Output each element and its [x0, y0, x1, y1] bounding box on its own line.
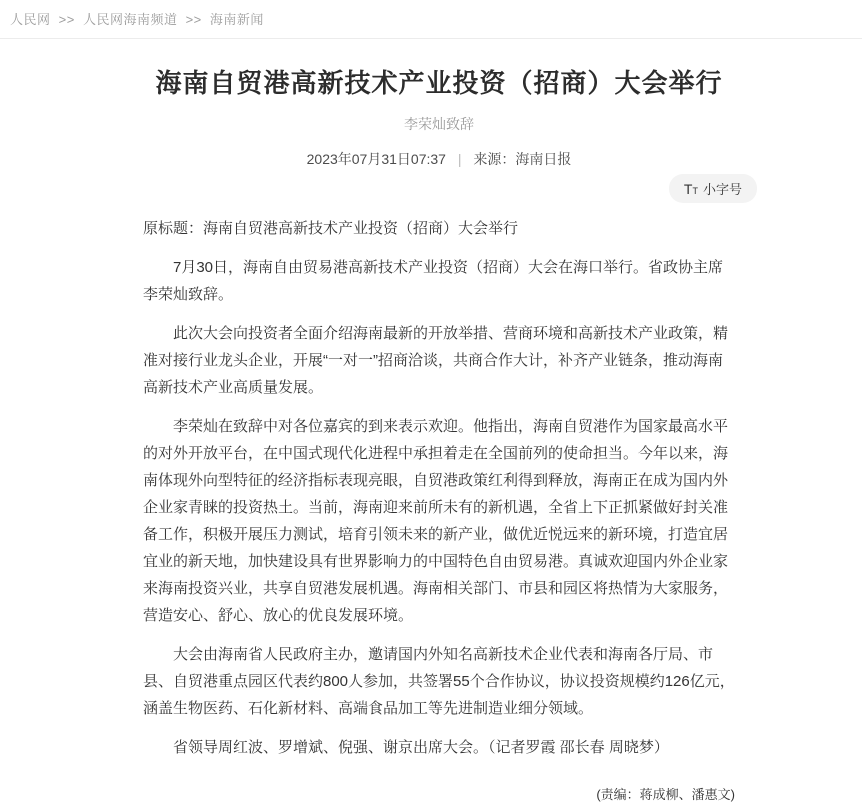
breadcrumb-link-hainan-channel[interactable]: 人民网海南频道 [82, 12, 178, 27]
article-paragraph: 李荣灿在致辞中对各位嘉宾的到来表示欢迎。他指出，海南自贸港作为国家最高水平的对外开放平台，在中国式现代化进程中承担着走在全国前列的使命担当。今年以来，海南体现外向型特征的经济指标表现亮眼，自贸港政策红利得到释放，海南正在成为国内外企业家青睐的投资热土。当前，海南迎来前所未有的新机遇，全省上下正抓紧做好封关准备工作，积极开展压力测试，培育引领未来的新产业，做优近悦远来的新环境，打造宜居宜业的新天地，加快建设具有世界影响力的中国特色自由贸易港。真诚欢迎国内外企业家来海南投资兴业，共享自贸港发展机遇。海南相关部门、市县和园区将热情为大家服务，营造安心、舒心、放心的优良发展环境。 [143, 418, 729, 624]
article-paragraph: 此次大会向投资者全面介绍海南最新的开放举措、营商环境和高新技术产业政策，精准对接行业龙头企业，开展“一对一”招商洽谈，共商合作大计，补齐产业链条，推动海南高新技术产业高质量发展。 [143, 325, 729, 396]
article-paragraph: 7月30日，海南自由贸易港高新技术产业投资（招商）大会在海口举行。省政协主席李荣灿致辞。 [143, 259, 724, 303]
source-link[interactable]: 海南日报 [515, 151, 572, 167]
source-label: 来源： [473, 151, 516, 167]
article-paragraph: 大会由海南省人民政府主办，邀请国内外知名高新技术企业代表和海南各厅局、市县、自贸港重点园区代表约800人参加，共签署55个合作协议，协议投资规模约126亿元，涵盖生物医药、石化新材料、高端食品加工等先进制造业细分领域。 [143, 646, 735, 717]
page-title: 海南自贸港高新技术产业投资（招商）大会举行 [155, 68, 723, 98]
article-container [143, 65, 742, 808]
header-divider [0, 38, 862, 39]
breadcrumb-separator: >> [58, 12, 75, 27]
breadcrumb [0, 0, 862, 38]
original-title: 原标题：海南自贸港高新技术产业投资（招商）大会举行 [143, 220, 519, 237]
breadcrumb-separator: >> [185, 12, 202, 27]
breadcrumb-link-peoples-daily[interactable]: 人民网 [10, 12, 51, 27]
font-size-button[interactable] [669, 174, 757, 203]
font-size-icon: T T [683, 180, 698, 197]
article-subtitle: 李荣灿致辞 [404, 116, 474, 132]
publish-date: 2023年07月31日07:37 [306, 151, 446, 167]
article-paragraph: 省领导周红波、罗增斌、倪强、谢京出席大会。（记者罗霞 邵长春 周晓梦） [173, 739, 669, 756]
article-toolbar [143, 174, 757, 203]
article-body [143, 215, 735, 808]
article-meta [143, 149, 735, 169]
breadcrumb-link-hainan-news[interactable]: 海南新闻 [209, 12, 264, 27]
editors-note: (责编：蒋成柳、潘惠文) [596, 787, 735, 802]
meta-separator: | [457, 151, 462, 167]
font-size-button-label: 小字号 [702, 182, 742, 197]
